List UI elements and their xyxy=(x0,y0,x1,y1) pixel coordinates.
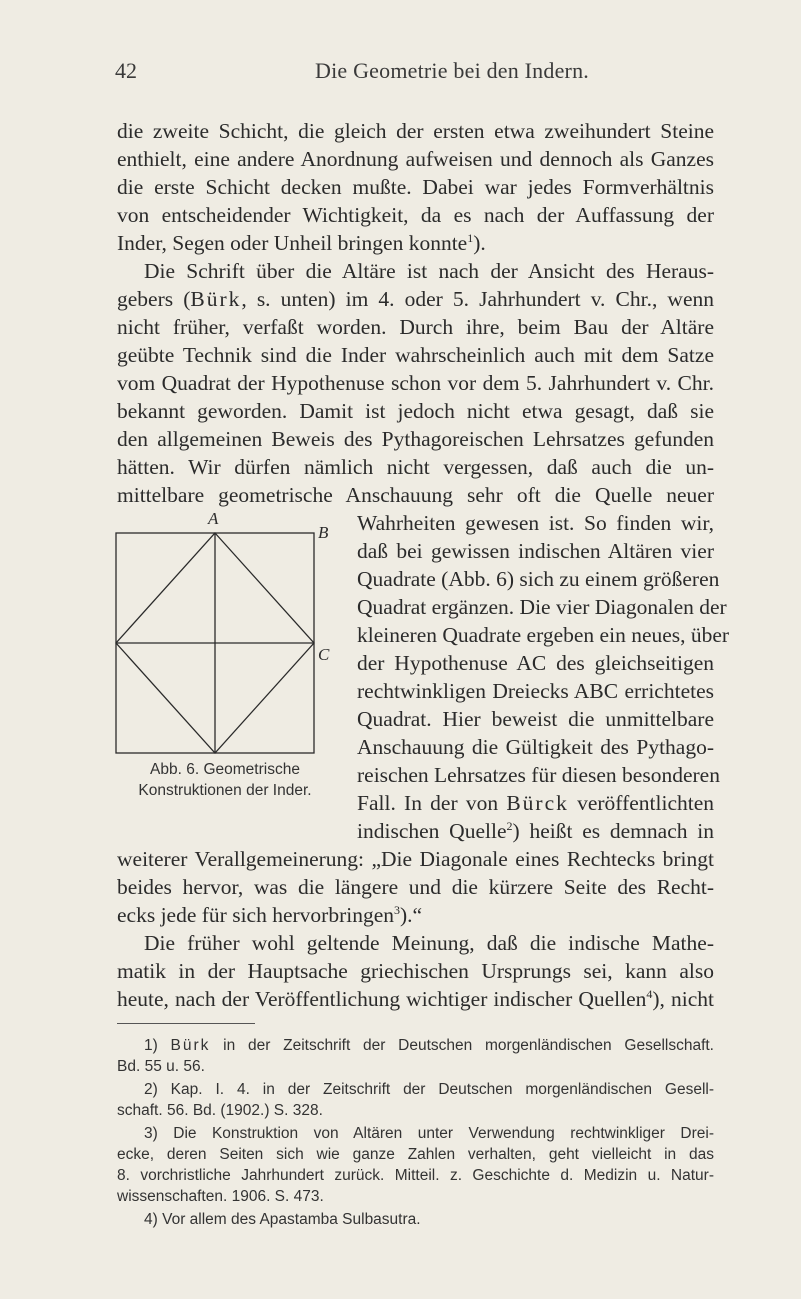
text-line: Quadrate (Abb. 6) sich zu einem größeren xyxy=(357,567,720,591)
text-line: mittelbare geometrische Anschauung sehr oft die Quelle neuer xyxy=(117,483,714,507)
page-header xyxy=(115,58,715,88)
footnote: 4) Vor allem des Apastamba Sulbasutra. xyxy=(144,1211,421,1228)
caption-line: Konstruktionen der Inder. xyxy=(138,782,312,799)
running-title: Die Geometrie bei den Indern. xyxy=(315,58,589,83)
text-segment: ), nicht xyxy=(652,987,714,1011)
label-a: A xyxy=(208,509,219,528)
text-segment: ).“ xyxy=(400,903,423,927)
text-segment: in der Zeitschrift der Deutschen morgenländischen Gesellschaft. xyxy=(210,1037,714,1054)
text-line: bekannt geworden. Damit ist jedoch nicht etwa gesagt, daß sie xyxy=(117,399,714,423)
footnote-ref: 2 xyxy=(506,818,513,833)
text-line xyxy=(357,817,714,845)
text-segment: , s. unten) im 4. oder 5. Jahrhundert v. Chr., wenn xyxy=(241,287,714,311)
text-line xyxy=(117,901,714,929)
footnote-ref: 3 xyxy=(394,902,401,917)
text-line xyxy=(117,285,714,313)
text-line: die erste Schicht decken mußte. Dabei war jedes Formverhältnis xyxy=(117,175,714,199)
text-segment: veröffentlichten xyxy=(568,791,715,815)
label-c: C xyxy=(318,645,330,664)
text-line: vom Quadrat der Hypothenuse schon vor dem 5. Jahrhundert v. Chr. xyxy=(117,371,714,395)
footnote-line: ecke, deren Seiten sich wie ganze Zahlen verhalten, geht vielleicht in das xyxy=(117,1146,714,1163)
text-line xyxy=(357,789,714,817)
figure-diagram xyxy=(108,500,348,775)
text-line: Wahrheiten gewesen ist. So finden wir, xyxy=(357,511,714,535)
caption-line: Abb. 6. Geometrische xyxy=(150,761,300,778)
footnote-rule xyxy=(117,1023,255,1024)
text-line xyxy=(117,229,714,257)
text-segment: ecks jede für sich hervorbringen xyxy=(117,903,395,927)
footnote-line: wissenschaften. 1906. S. 473. xyxy=(117,1188,324,1205)
footnote-line: schaft. 56. Bd. (1902.) S. 328. xyxy=(117,1102,323,1119)
text-line: den allgemeinen Beweis des Pythagoreischen Lehrsatzes gefunden xyxy=(117,427,714,451)
footnote: 2) Kap. I. 4. in der Zeitschrift der Deutschen morgenländischen Gesell- xyxy=(144,1081,714,1098)
text-line: Die Schrift über die Altäre ist nach der Ansicht des Heraus- xyxy=(144,259,714,283)
footnote-ref: 4 xyxy=(646,986,653,1001)
text-line: der Hypothenuse AC des gleichseitigen xyxy=(357,651,714,675)
author-name: Bürk xyxy=(190,287,242,311)
footnote-ref: 1 xyxy=(467,230,474,245)
text-line: geübte Technik sind die Inder wahrscheinlich auch mit dem Satze xyxy=(117,343,714,367)
footnote: 3) Die Konstruktion von Altären unter Verwendung rechtwinkliger Drei- xyxy=(144,1125,714,1142)
text-segment: Inder, Segen oder Unheil bringen konnte xyxy=(117,231,468,255)
text-segment: heute, nach der Veröffentlichung wichtiger indischer Quellen xyxy=(117,987,647,1011)
text-line: Die früher wohl geltende Meinung, daß die indische Mathe- xyxy=(144,931,714,955)
text-line: enthielt, eine andere Anordnung aufweisen und dennoch als Ganzes xyxy=(117,147,714,171)
text-line: Quadrat. Hier beweist die unmittelbare xyxy=(357,707,714,731)
footnote-line: Bd. 55 u. 56. xyxy=(117,1058,205,1075)
text-line: beides hervor, was die längere und die kürzere Seite des Recht- xyxy=(117,875,714,899)
text-segment: Fall. In der von xyxy=(357,791,507,815)
footnote-line: 8. vorchristliche Jahrhundert zurück. Mitteil. z. Geschichte d. Medizin u. Natur- xyxy=(117,1167,714,1184)
label-b: B xyxy=(318,523,329,542)
text-line: weiterer Verallgemeinerung: „Die Diagonale eines Rechtecks bringt xyxy=(117,847,714,871)
text-line: nicht früher, verfaßt worden. Durch ihre, beim Bau der Altäre xyxy=(117,315,714,339)
footnote-number: 1) xyxy=(144,1037,158,1054)
figure-caption xyxy=(105,759,345,801)
text-line: Quadrat ergänzen. Die vier Diagonalen der xyxy=(357,595,727,619)
text-line: reischen Lehrsatzes für diesen besonderen xyxy=(357,763,720,787)
text-line xyxy=(117,985,714,1013)
page-number: 42 xyxy=(115,58,137,83)
text-line: von entscheidender Wichtigkeit, da es nach der Auffassung der xyxy=(117,203,714,227)
text-line: daß bei gewissen indischen Altären vier xyxy=(357,539,714,563)
text-line: hätten. Wir dürfen nämlich nicht vergessen, daß auch die un- xyxy=(117,455,714,479)
figure-geometric-construction xyxy=(108,500,348,775)
text-line: rechtwinkligen Dreiecks ABC errichtetes xyxy=(357,679,714,703)
text-line: kleineren Quadrate ergeben ein neues, über xyxy=(357,623,730,647)
text-segment: indischen Quelle xyxy=(357,819,507,843)
text-line: matik in der Hauptsache griechischen Ursprungs sei, kann also xyxy=(117,959,714,983)
text-line: die zweite Schicht, die gleich der ersten etwa zweihundert Steine xyxy=(117,119,714,143)
text-segment: ). xyxy=(473,231,486,255)
text-segment: gebers ( xyxy=(117,287,191,311)
text-line: Anschauung die Gültigkeit des Pythago- xyxy=(357,735,714,759)
text-segment: ) heißt es demnach in xyxy=(512,819,714,843)
author-name: Bürk xyxy=(170,1037,211,1054)
footnote xyxy=(117,1035,714,1056)
author-name: Bürck xyxy=(506,791,569,815)
